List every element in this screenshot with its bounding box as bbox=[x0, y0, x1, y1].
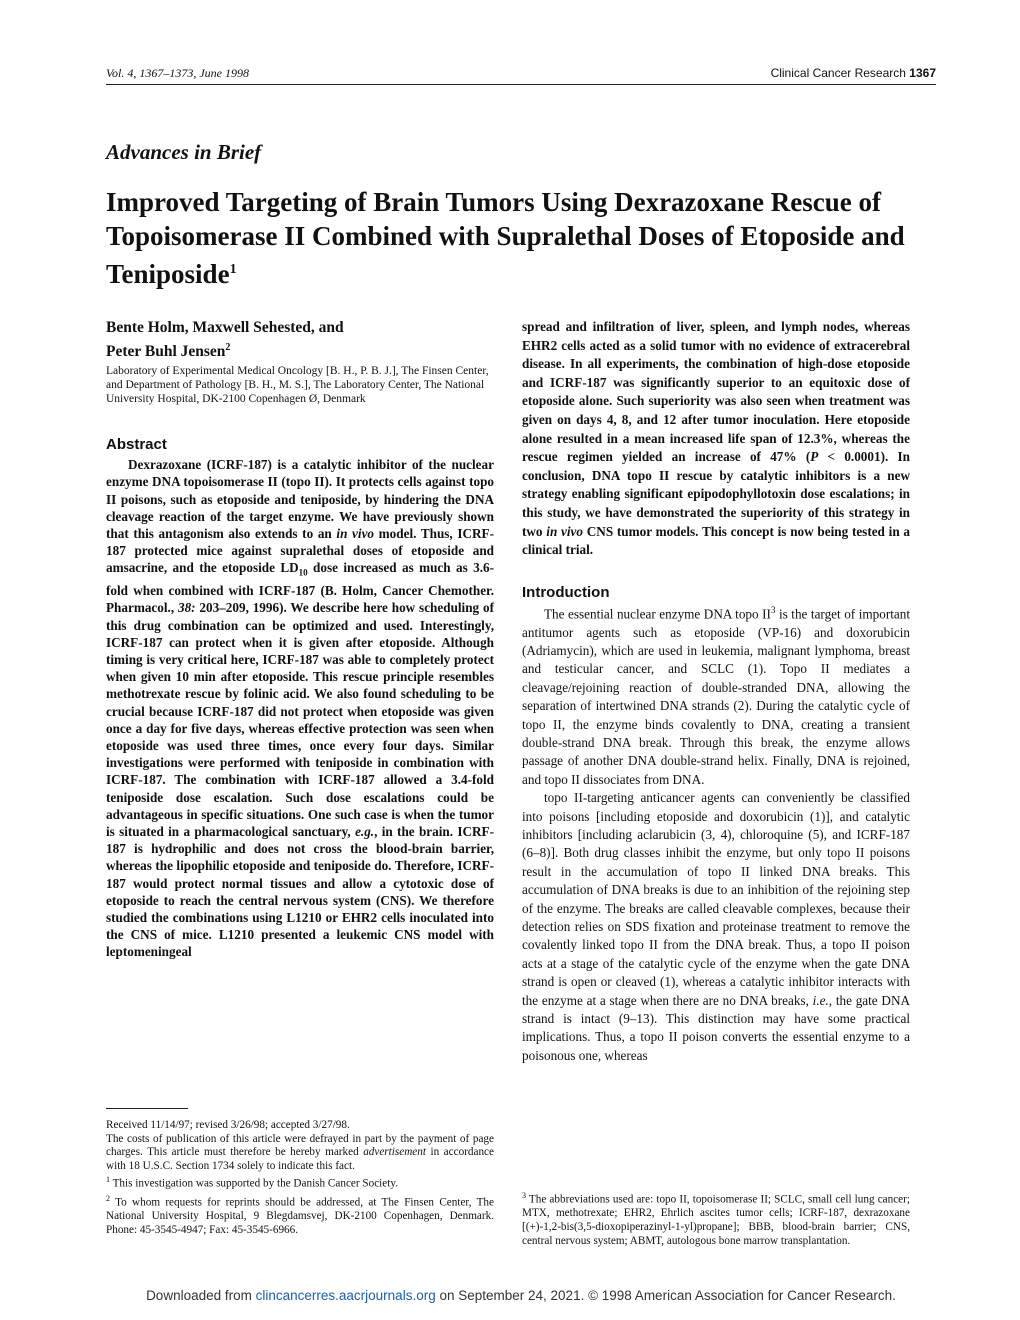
author-line-2 bbox=[106, 338, 494, 362]
page-number: 1367 bbox=[909, 66, 936, 80]
footnote-3-mark: 3 bbox=[522, 1191, 526, 1200]
abstract-text: spread and infiltration of liver, spleen, and lymph nodes, whereas EHR2 cells acted as a solid tumor with no evidence of extracerebral disease. In all experiments, the combination of high-dose etoposide and ICRF-187 was significantly superior to an equitoxic dose of etoposide alone. Such superiority was also seen when treatment was given on days 4, 8, and 12 after tumor inoculation. Here etoposide alone resulted in a mean increased life span of 12.3%, whereas the rescue regimen yielded an increase of 47% ( bbox=[522, 319, 910, 465]
author-affiliation: Laboratory of Experimental Medical Oncology [B. H., P. B. J.], The Finsen Center, and Department of Pathology [B. H., M. S.], The Laboratory Center, The National University Hospital, DK-2100 Copenhagen Ø, Denmark bbox=[106, 365, 489, 406]
author-line-1: Bente Holm, Maxwell Sehested, and bbox=[106, 319, 344, 336]
author-list bbox=[106, 318, 494, 362]
intro-text: is the target of important antitumor agents such as etoposide (VP-16) and doxorubicin (Adriamycin), which are used in leukemia, malignant lymphoma, breast and testicular cancer, and SCLC (1). Topo II mediates a cleavage/rejoining reaction of double-stranded DNA, allowing the separation of intertwined DNA strands (2). During the catalytic cycle of topo II, the enzyme binds covalently to DNA, creating a transient double-strand DNA break. Through this break, the enzyme allows passage of another DNA double-strand helix. Finally, DNA is rejoined, and topo II dissociates from DNA. bbox=[522, 606, 910, 787]
abstract-body bbox=[106, 456, 494, 961]
footnote-2-text: To whom requests for reprints should be addressed, at The Finsen Center, The National University Hospital, 9 Blegdamsvej, DK-2100 Copenhagen, Denmark. Phone: 45-3545-4947; Fax: 45-3545-6966. bbox=[106, 1196, 494, 1236]
header-journal bbox=[771, 66, 936, 80]
journal-link[interactable]: clincancerres.aacrjournals.org bbox=[255, 1288, 436, 1303]
introduction-heading: Introduction bbox=[522, 583, 610, 601]
header-volume: Vol. 4, 1367–1373, June 1998 bbox=[106, 66, 249, 80]
article-title bbox=[106, 185, 936, 291]
abstract-heading: Abstract bbox=[106, 436, 167, 454]
abstract-text: CNS tumor models. This concept is now being tested in a clinical trial. bbox=[522, 523, 911, 558]
right-column bbox=[522, 318, 910, 1065]
footnote-2 bbox=[106, 1192, 494, 1238]
abstract-text: Dexrazoxane (ICRF-187) is a catalytic inhibitor of the nuclear enzyme DNA topoisomerase II (topo II). It protects cells against topo II poisons, such as etoposide and teniposide, by hindering the DNA cleavage reaction of the target enzyme. We have previously shown that this antagonism also extends to an bbox=[106, 457, 494, 541]
footnote-2-mark: 2 bbox=[106, 1193, 110, 1203]
intro-paragraph-1 bbox=[522, 601, 910, 789]
costs-text: in accordance with 18 U.S.C. Section 1734 solely to indicate this fact. bbox=[106, 1146, 494, 1172]
footnote-rule bbox=[106, 1108, 188, 1109]
intro-footnote-mark: 3 bbox=[770, 604, 776, 615]
left-footnotes bbox=[106, 1108, 494, 1237]
journal-name: Clinical Cancer Research bbox=[770, 66, 906, 80]
header-rule bbox=[106, 84, 936, 85]
abstract-text: model. Thus, ICRF-187 protected mice against supralethal doses of etoposide and amsacrine, and the etoposide LD bbox=[106, 525, 494, 576]
abstract-ref-volume: 38: bbox=[177, 600, 196, 616]
title-text: Improved Targeting of Brain Tumors Using Dexrazoxane Rescue of Topoisomerase II Combined with Supralethal Doses of Etoposide and Teniposide bbox=[106, 187, 905, 289]
download-suffix: on September 24, 2021. © 1998 American Association for Cancer Research. bbox=[435, 1288, 896, 1303]
download-prefix: Downloaded from bbox=[146, 1288, 256, 1303]
costs-text: The costs of publication of this article were defrayed in part by the payment of page charges. This article must therefore be hereby marked bbox=[106, 1132, 494, 1159]
section-label: Advances in Brief bbox=[106, 140, 262, 164]
intro-text: , the gate DNA strand is intact (9–13). This distinction may have some practical implications. Thus, a topo II poison converts the essential enzyme to a poisonous one, whereas bbox=[522, 992, 910, 1063]
footnote-1-text: This investigation was supported by the Danish Cancer Society. bbox=[110, 1178, 399, 1191]
intro-italic: i.e. bbox=[812, 992, 829, 1008]
author-footnote-mark: 2 bbox=[225, 342, 231, 353]
received-dates: Received 11/14/97; revised 3/26/98; accepted 3/27/98. bbox=[106, 1119, 350, 1131]
download-notice bbox=[106, 1288, 936, 1303]
ld-subscript: 10 bbox=[298, 568, 308, 579]
footnote-1-mark: 1 bbox=[106, 1175, 110, 1185]
right-footnotes bbox=[522, 1189, 910, 1248]
costs-note bbox=[106, 1133, 494, 1174]
abstract-text: , in the brain. ICRF-187 is hydrophilic and does not cross the blood-brain barrier, whereas the lipophilic etoposide and teniposide do. Therefore, ICRF-187 would protect normal tissues and allow a cytotoxic dose of etoposide to reach the central nervous system (CNS). We therefore studied the combinations using L1210 or EHR2 cells inoculated into the CNS of mice. L1210 presented a leukemic CNS model with leptomeningeal bbox=[106, 824, 494, 960]
footnote-1 bbox=[106, 1173, 494, 1191]
intro-text: The essential nuclear enzyme DNA topo II bbox=[544, 606, 771, 622]
footnote-3 bbox=[522, 1189, 910, 1248]
abstract-text: 203–209, 1996). We describe here how scheduling of this drug combination can be optimized and used. Interestingly, ICRF-187 can protect when it is given after etoposide. Although timing is very critical here, ICRF-187 was able to completely protect when given 10 min after etoposide. This rescue principle resembles methotrexate rescue by folinic acid. We also found scheduling to be crucial because ICRF-187 did not protect when etoposide was given once a day for five days, whereas effective protection was seen when etoposide was used three times, once every four days. Similar investigations were performed with teniposide in combination with ICRF-187. The combination with ICRF-187 allowed a 3.4-fold teniposide dose escalation. Such dose escalations could be advantageous in specific situations. One such case is when the tumor is situated in a pharmacological sanctuary, bbox=[106, 600, 494, 840]
costs-italic: advertisement bbox=[363, 1146, 426, 1159]
footnote-3-text: The abbreviations used are: topo II, topoisomerase II; SCLC, small cell lung cancer; MTX, methotrexate; EHR2, Ehrlich ascites tumor cells; ICRF-187, dexrazoxane [(+)-1,2-bis(3,5-dioxopiperazinyl-1-yl)propane]; BBB, blood-brain barrier; CNS, central nervous system; ABMT, autologous bone marrow transplantation. bbox=[522, 1193, 910, 1247]
intro-text: topo II-targeting anticancer agents can conveniently be classified into poisons [including etoposide and doxorubicin (1)], and catalytic inhibitors [including aclarubicin (3, 4), chloroquine (5), and ICRF-187 (6–8)]. Both drug classes inhibit the enzyme, but only topo II poisons result in the accumulation of topo II linked DNA breaks. This accumulation of DNA breaks is due to an inhibition of the rejoining step of the enzyme. The breaks are called cleavable complexes, because their detection relies on SDS fixation and proteinase treatment to remove the covalently linked topo II from the DNA break. Thus, a topo II poison acts at a stage of the catalytic cycle of the enzyme when the gate DNA strand is open or cleaved (1), whereas a catalytic inhibitor interacts with the enzyme at a stage when there are no DNA breaks, bbox=[522, 790, 910, 1008]
abstract-text: dose increased as much as 3.6-fold when combined with ICRF-187 (B. Holm, Cancer Chemother. Pharmacol., bbox=[106, 560, 494, 616]
abstract-continuation bbox=[522, 318, 910, 560]
left-column bbox=[106, 318, 494, 961]
abstract-italic: e.g. bbox=[355, 824, 375, 840]
author-name: Peter Buhl Jensen bbox=[106, 343, 226, 361]
abstract-italic: in vivo bbox=[546, 523, 584, 539]
abstract-italic: P bbox=[810, 449, 819, 465]
abstract-text: < 0.0001). In conclusion, DNA topo II rescue by catalytic inhibitors is a new strategy enabling significant epipodophyllotoxin dose escalations; in this study, we have demonstrated the superiority of this strategy in two bbox=[522, 449, 911, 539]
title-footnote-mark: 1 bbox=[229, 262, 237, 277]
abstract-italic: in vivo bbox=[336, 525, 375, 541]
intro-paragraph-2 bbox=[522, 789, 910, 1065]
